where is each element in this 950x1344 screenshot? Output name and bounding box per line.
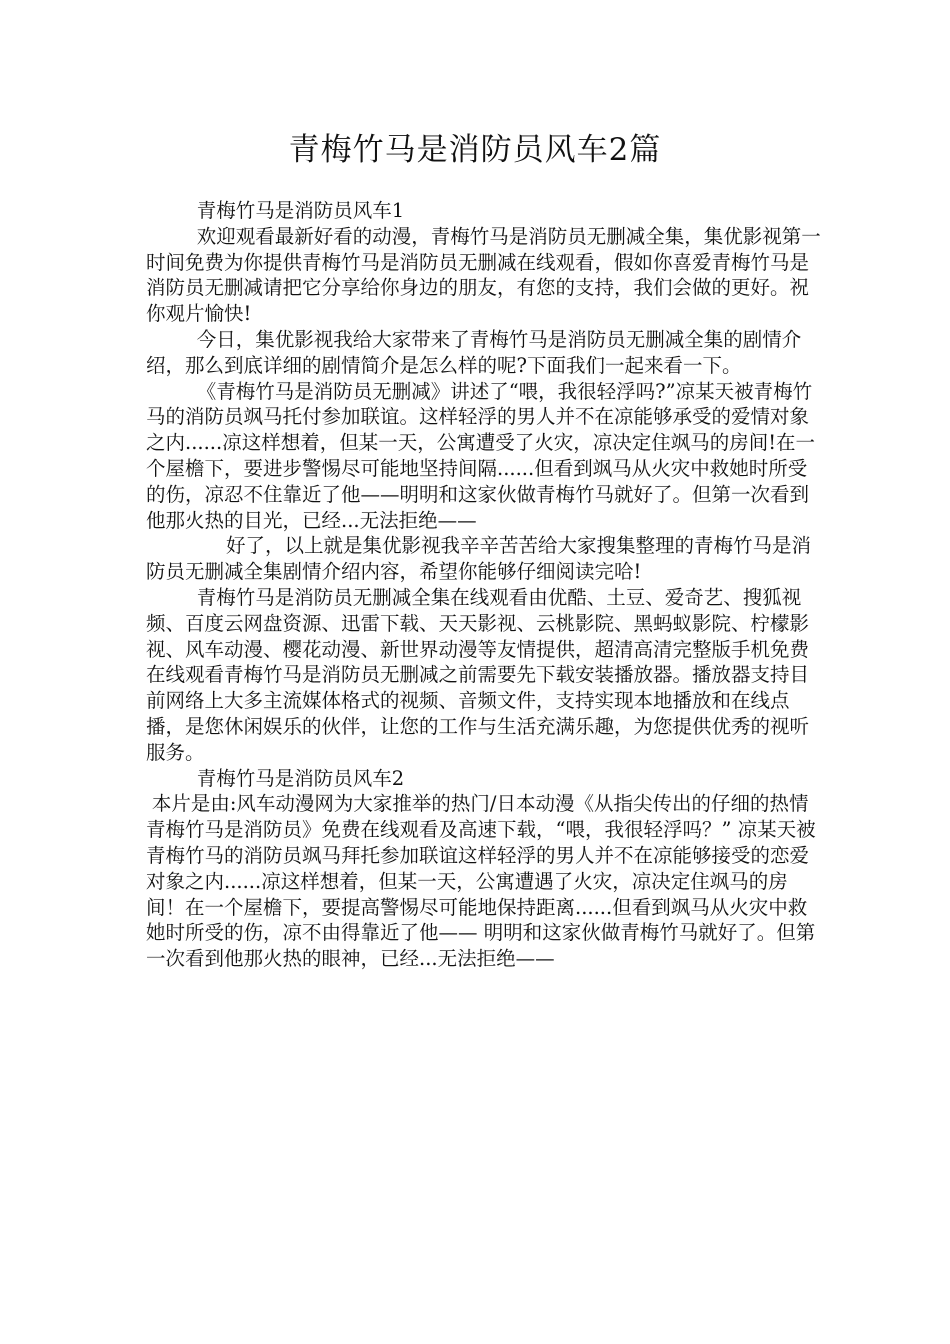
paragraph-intro: 今日，集优影视我给大家带来了青梅竹马是消防员无删减全集的剧情介绍，那么到底详细的剧情简介是怎么样的呢?下面我们一起来看一下。 — [146, 327, 802, 377]
section-heading-2: 青梅竹马是消防员风车2 — [196, 766, 405, 790]
section-heading-1: 青梅竹马是消防员风车1 — [196, 199, 405, 222]
paragraph-sources: 青梅竹马是消防员无删减全集在线观看由优酷、土豆、爱奇艺、搜狐视频、百度云网盘资源、迅雷下载、天天影视、云桃影院、黑蚂蚁影院、柠檬影视、风车动漫、樱花动漫、新世界动漫等友情提供，超清高清完整版手机免费在线观看青梅竹马是消防员无删减之前需要先下载安装播放器。播放器支持目前网络上大多主流媒体格式的视频、音频文件，支持实现本地播放和在线点播，是您休闲娱乐的伙伴，让您的工作与生活充满乐趣，为您提供优秀的视听服务。 — [146, 585, 810, 764]
document-body — [146, 198, 826, 972]
paragraph-welcome: 欢迎观看最新好看的动漫，青梅竹马是消防员无删减全集，集优影视第一时间免费为你提供青梅竹马是消防员无删减在线观看，假如你喜爱青梅竹马是消防员无删减请把它分享给你身边的朋友，有您的支持，我们会做的更好。祝你观片愉快! — [146, 224, 821, 326]
paragraph-closing: 好了，以上就是集优影视我辛辛苦苦给大家搜集整理的青梅竹马是消防员无删减全集剧情介绍内容，希望你能够仔细阅读完哈! — [146, 534, 811, 584]
paragraph-synopsis: 《青梅竹马是消防员无删减》讲述了“喂，我很轻浮吗?”凉某天被青梅竹马的消防员飒马托付参加联谊。这样轻浮的男人并不在凉能够承受的爱情对象之内......凉这样想着，但某一天，公寓遭受了火灾，凉决定住飒马的房间!在一个屋檐下，要进步警惕尽可能地坚持间隔......但看到飒马从火灾中救她时所受的伤，凉忍不住靠近了他——明明和这家伙做青梅竹马就好了。但第一次看到他那火热的目光，已经...无法拒绝—— — [146, 379, 816, 532]
paragraph-recommendation: 本片是由:风车动漫网为大家推举的热门/日本动漫《从指尖传出的仔细的热情 青梅竹马是消防员》免费在线观看及高速下载，“喂，我很轻浮吗？” 凉某天被青梅竹马的消防员飒马拜托参加联谊这样轻浮的男人并不在凉能够接受的恋爱对象之内......凉这样想着，但某一天，公寓遭遇了火灾，凉决定住飒马的房间！在一个屋檐下，要提高警惕尽可能地保持距离......但看到飒马从火灾中救她时所受的伤，凉不由得靠近了他—— 明明和这家伙做青梅竹马就好了。但第一次看到他那火热的眼神，已经...无法拒绝—— — [146, 792, 816, 971]
document-title: 青梅竹马是消防员风车2篇 — [288, 132, 662, 168]
